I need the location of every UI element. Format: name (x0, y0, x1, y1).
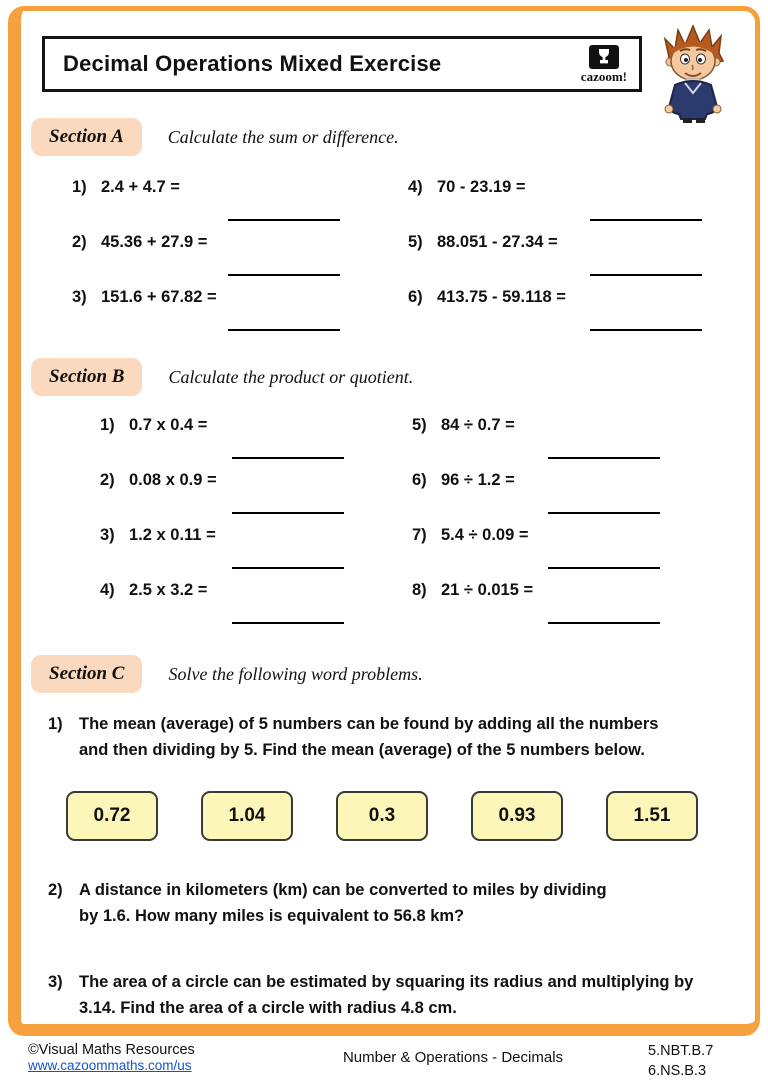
standard-code-1: 5.NBT.B.7 (648, 1043, 714, 1059)
number-box: 0.72 (66, 791, 158, 841)
cazoom-logo-text: cazoom! (580, 69, 627, 84)
problem-b6: 6) 96 ÷ 1.2 = (412, 467, 755, 519)
answer-line (228, 329, 340, 331)
problem-b3: 3) 1.2 x 0.11 = (100, 522, 412, 574)
answer-line (228, 219, 340, 221)
problem-b1: 1) 0.7 x 0.4 = (100, 412, 412, 464)
problem-a3: 3) 151.6 + 67.82 = (72, 284, 408, 336)
number-box: 0.3 (336, 791, 428, 841)
section-c-header (31, 655, 755, 693)
worksheet-frame (8, 6, 760, 1036)
mascot-character (655, 23, 733, 123)
problem-a1: 1) 2.4 + 4.7 = (72, 174, 408, 226)
number-box: 0.93 (471, 791, 563, 841)
section-a-label: Section A (31, 118, 142, 156)
footer (0, 1042, 768, 1081)
section-a-instruction: Calculate the sum or difference. (167, 126, 399, 147)
answer-line (548, 512, 660, 514)
title-box (42, 36, 642, 92)
section-a-header (31, 118, 755, 156)
number-box: 1.04 (201, 791, 293, 841)
word-problem-2-text: A distance in kilometers (km) can be converted to miles by dividing by 1.6. How many miles is equivalent to 56.8 km? (79, 881, 607, 925)
answer-line (232, 512, 344, 514)
section-b-header (31, 358, 755, 396)
cazoom-goblet-icon (589, 45, 619, 69)
section-b-instruction: Calculate the product or quotient. (168, 366, 414, 387)
word-problem-1-text: The mean (average) of 5 numbers can be found by adding all the numbers and then dividing by 5. Find the mean (average) of the 5 numbers below. (79, 715, 659, 759)
answer-line (232, 457, 344, 459)
footer-topic: Number & Operations - Decimals (342, 1049, 564, 1066)
problem-b4: 4) 2.5 x 3.2 = (100, 577, 412, 629)
answer-line (590, 274, 702, 276)
cazoom-logo (581, 45, 627, 83)
answer-line (232, 622, 344, 624)
answer-line (232, 567, 344, 569)
problem-a4: 4) 70 - 23.19 = (408, 174, 755, 226)
section-c-instruction: Solve the following word problems. (168, 663, 423, 684)
word-problem-3-text: The area of a circle can be estimated by squaring its radius and multiplying by 3.14. Find the area of a circle with radius 4.8 cm. (79, 973, 694, 1017)
answer-line (590, 219, 702, 221)
word-problem-3: 3) The area of a circle can be estimated by squaring its radius and multiplying by 3.14. Find the area of a circle with radius 4.8 cm. (48, 969, 755, 1021)
problem-b2: 2) 0.08 x 0.9 = (100, 467, 412, 519)
website-link[interactable]: www.cazoommaths.com/us (28, 1058, 192, 1073)
answer-line (548, 567, 660, 569)
copyright-text: ©Visual Maths Resources (28, 1042, 195, 1058)
problem-b7: 7) 5.4 ÷ 0.09 = (412, 522, 755, 574)
footer-left (28, 1042, 258, 1073)
problem-a6: 6) 413.75 - 59.118 = (408, 284, 755, 336)
answer-line (590, 329, 702, 331)
standard-codes (648, 1042, 738, 1081)
answer-line (548, 622, 660, 624)
section-a-problems (72, 174, 755, 336)
answer-line (228, 274, 340, 276)
number-boxes (66, 791, 698, 841)
number-box: 1.51 (606, 791, 698, 841)
section-c-label: Section C (31, 655, 142, 693)
section-b-problems (100, 412, 755, 629)
section-b-label: Section B (31, 358, 142, 396)
problem-b8: 8) 21 ÷ 0.015 = (412, 577, 755, 629)
problem-a5: 5) 88.051 - 27.34 = (408, 229, 755, 281)
page-title: Decimal Operations Mixed Exercise (63, 51, 442, 76)
problem-b5: 5) 84 ÷ 0.7 = (412, 412, 755, 464)
word-problem-1: 1) The mean (average) of 5 numbers can be found by adding all the numbers and then dividing by 5. Find the mean (average) of the 5 numbers below. (48, 711, 755, 763)
answer-line (548, 457, 660, 459)
problem-a2: 2) 45.36 + 27.9 = (72, 229, 408, 281)
word-problem-2: 2) A distance in kilometers (km) can be converted to miles by dividing by 1.6. How many miles is equivalent to 56.8 km? (48, 877, 755, 929)
standard-code-2: 6.NS.B.3 (648, 1062, 707, 1079)
